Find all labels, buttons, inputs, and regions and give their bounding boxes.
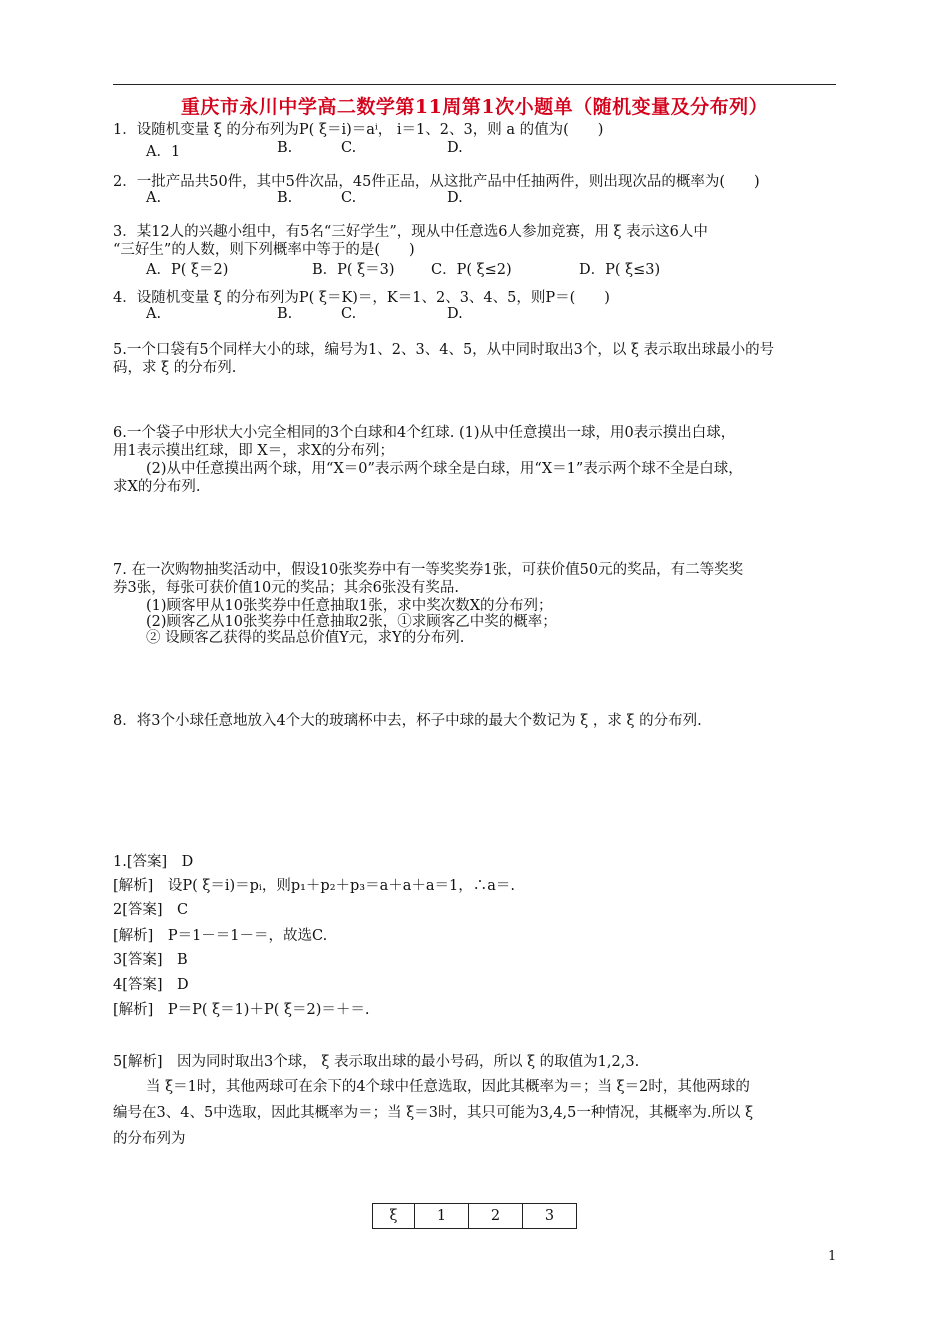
explanation-4: [解析] P＝P( ξ＝1)＋P( ξ＝2)＝＋＝. xyxy=(113,1002,370,1018)
q3-option-c: C．P( ξ≤2) xyxy=(431,262,512,278)
explanation-1: [解析] 设P( ξ＝i)＝pᵢ，则p₁＋p₂＋p₃＝a＋a＋a＝1，∴a＝. xyxy=(113,878,516,894)
q6-line-1: 6.一个袋子中形状大小完全相同的3个白球和4个红球. (1)从中任意摸出一球，用0表示摸出白球， xyxy=(113,425,736,441)
q4-stem: 4．设随机变量 ξ 的分布列为P( ξ＝K)＝，K＝1、2、3、4、5，则P＝( ) xyxy=(113,290,610,306)
explanation-5-line-3: 编号在3、4、5中选取，因此其概率为＝；当 ξ＝3时，其只可能为3,4,5一种情况，其概率为.所以 ξ xyxy=(113,1105,754,1121)
q1-option-d: D. xyxy=(447,140,463,156)
q6-line-4: 求X的分布列. xyxy=(113,479,201,495)
distribution-table xyxy=(372,1203,577,1229)
q8-stem: 8．将3个小球任意地放入4个大的玻璃杯中去，杯子中球的最大个数记为 ξ ，求 ξ 的分布列. xyxy=(113,713,702,729)
q7-line-3: (1)顾客甲从10张奖券中任意抽取1张，求中奖次数X的分布列； xyxy=(146,598,553,614)
q7-line-2: 券3张，每张可获价值10元的奖品；其余6张没有奖品. xyxy=(113,580,460,596)
q3-line-2: “三好生”的人数，则下列概率中等于的是( ) xyxy=(113,242,415,258)
answer-1: 1.[答案] D xyxy=(113,854,194,870)
q2-option-d: D. xyxy=(447,190,463,206)
q1-option-a: A．1 xyxy=(146,144,181,160)
q2-option-b: B. xyxy=(277,190,293,206)
table-cell-xi: ξ xyxy=(373,1204,415,1229)
answer-4: 4[答案] D xyxy=(113,977,189,993)
table-cell: 1 xyxy=(415,1204,469,1229)
explanation-5-line-1: 5[解析] 因为同时取出3个球， ξ 表示取出球的最小号码，所以 ξ 的取值为1,2,3. xyxy=(113,1054,640,1070)
explanation-5-line-4: 的分布列为 xyxy=(113,1131,186,1147)
page-title: 重庆市永川中学高二数学第11周第1次小题单（随机变量及分布列） xyxy=(180,96,769,118)
q4-option-b: B. xyxy=(277,306,293,322)
q3-option-b: B．P( ξ＝3) xyxy=(312,262,395,278)
q7-line-4: (2)顾客乙从10张奖券中任意抽取2张，①求顾客乙中奖的概率； xyxy=(146,614,557,630)
q5-line-2: 码，求 ξ 的分布列. xyxy=(113,360,237,376)
q2-stem: 2．一批产品共50件，其中5件次品，45件正品，从这批产品中任抽两件，则出现次品的概率为( ) xyxy=(113,174,760,190)
table-cell: 2 xyxy=(469,1204,523,1229)
q2-option-c: C. xyxy=(341,190,357,206)
q2-option-a: A. xyxy=(146,190,162,206)
page-number: 1 xyxy=(828,1249,837,1264)
explanation-2: [解析] P＝1－＝1－＝，故选C. xyxy=(113,928,328,944)
q4-option-d: D. xyxy=(447,306,463,322)
q3-option-a: A．P( ξ＝2) xyxy=(146,262,229,278)
q5-line-1: 5.一个口袋有5个同样大小的球，编号为1、2、3、4、5，从中同时取出3个，以 ξ 表示取出球最小的号 xyxy=(113,342,775,358)
answer-2: 2[答案] C xyxy=(113,902,189,918)
answer-3: 3[答案] B xyxy=(113,952,188,968)
q1-stem: 1．设随机变量 ξ 的分布列为P( ξ＝i)＝aⁱ， i＝1、2、3，则 a 的值为( ) xyxy=(113,122,604,138)
q3-line-1: 3．某12人的兴趣小组中，有5名“三好学生”，现从中任意选6人参加竞赛，用 ξ 表示这6人中 xyxy=(113,224,708,240)
table-cell: 3 xyxy=(523,1204,577,1229)
q3-option-d: D．P( ξ≤3) xyxy=(579,262,661,278)
q1-option-b: B. xyxy=(277,140,293,156)
q7-line-1: 7. 在一次购物抽奖活动中，假设10张奖券中有一等奖奖券1张，可获价值50元的奖品，有二等奖奖 xyxy=(113,562,744,578)
q4-option-a: A. xyxy=(146,306,162,322)
q7-line-5: ② 设顾客乙获得的奖品总价值Y元，求Y的分布列. xyxy=(146,630,465,646)
table-row xyxy=(373,1204,577,1229)
q4-option-c: C. xyxy=(341,306,357,322)
explanation-5-line-2: 当 ξ＝1时，其他两球可在余下的4个球中任意选取，因此其概率为＝；当 ξ＝2时，其他两球的 xyxy=(146,1079,750,1095)
q6-line-3: (2)从中任意摸出两个球，用“X＝0”表示两个球全是白球，用“X＝1”表示两个球不全是白球， xyxy=(146,461,743,477)
q6-line-2: 用1表示摸出红球，即 X＝，求X的分布列； xyxy=(113,443,394,459)
q1-option-c: C. xyxy=(341,140,357,156)
top-rule xyxy=(113,84,836,85)
